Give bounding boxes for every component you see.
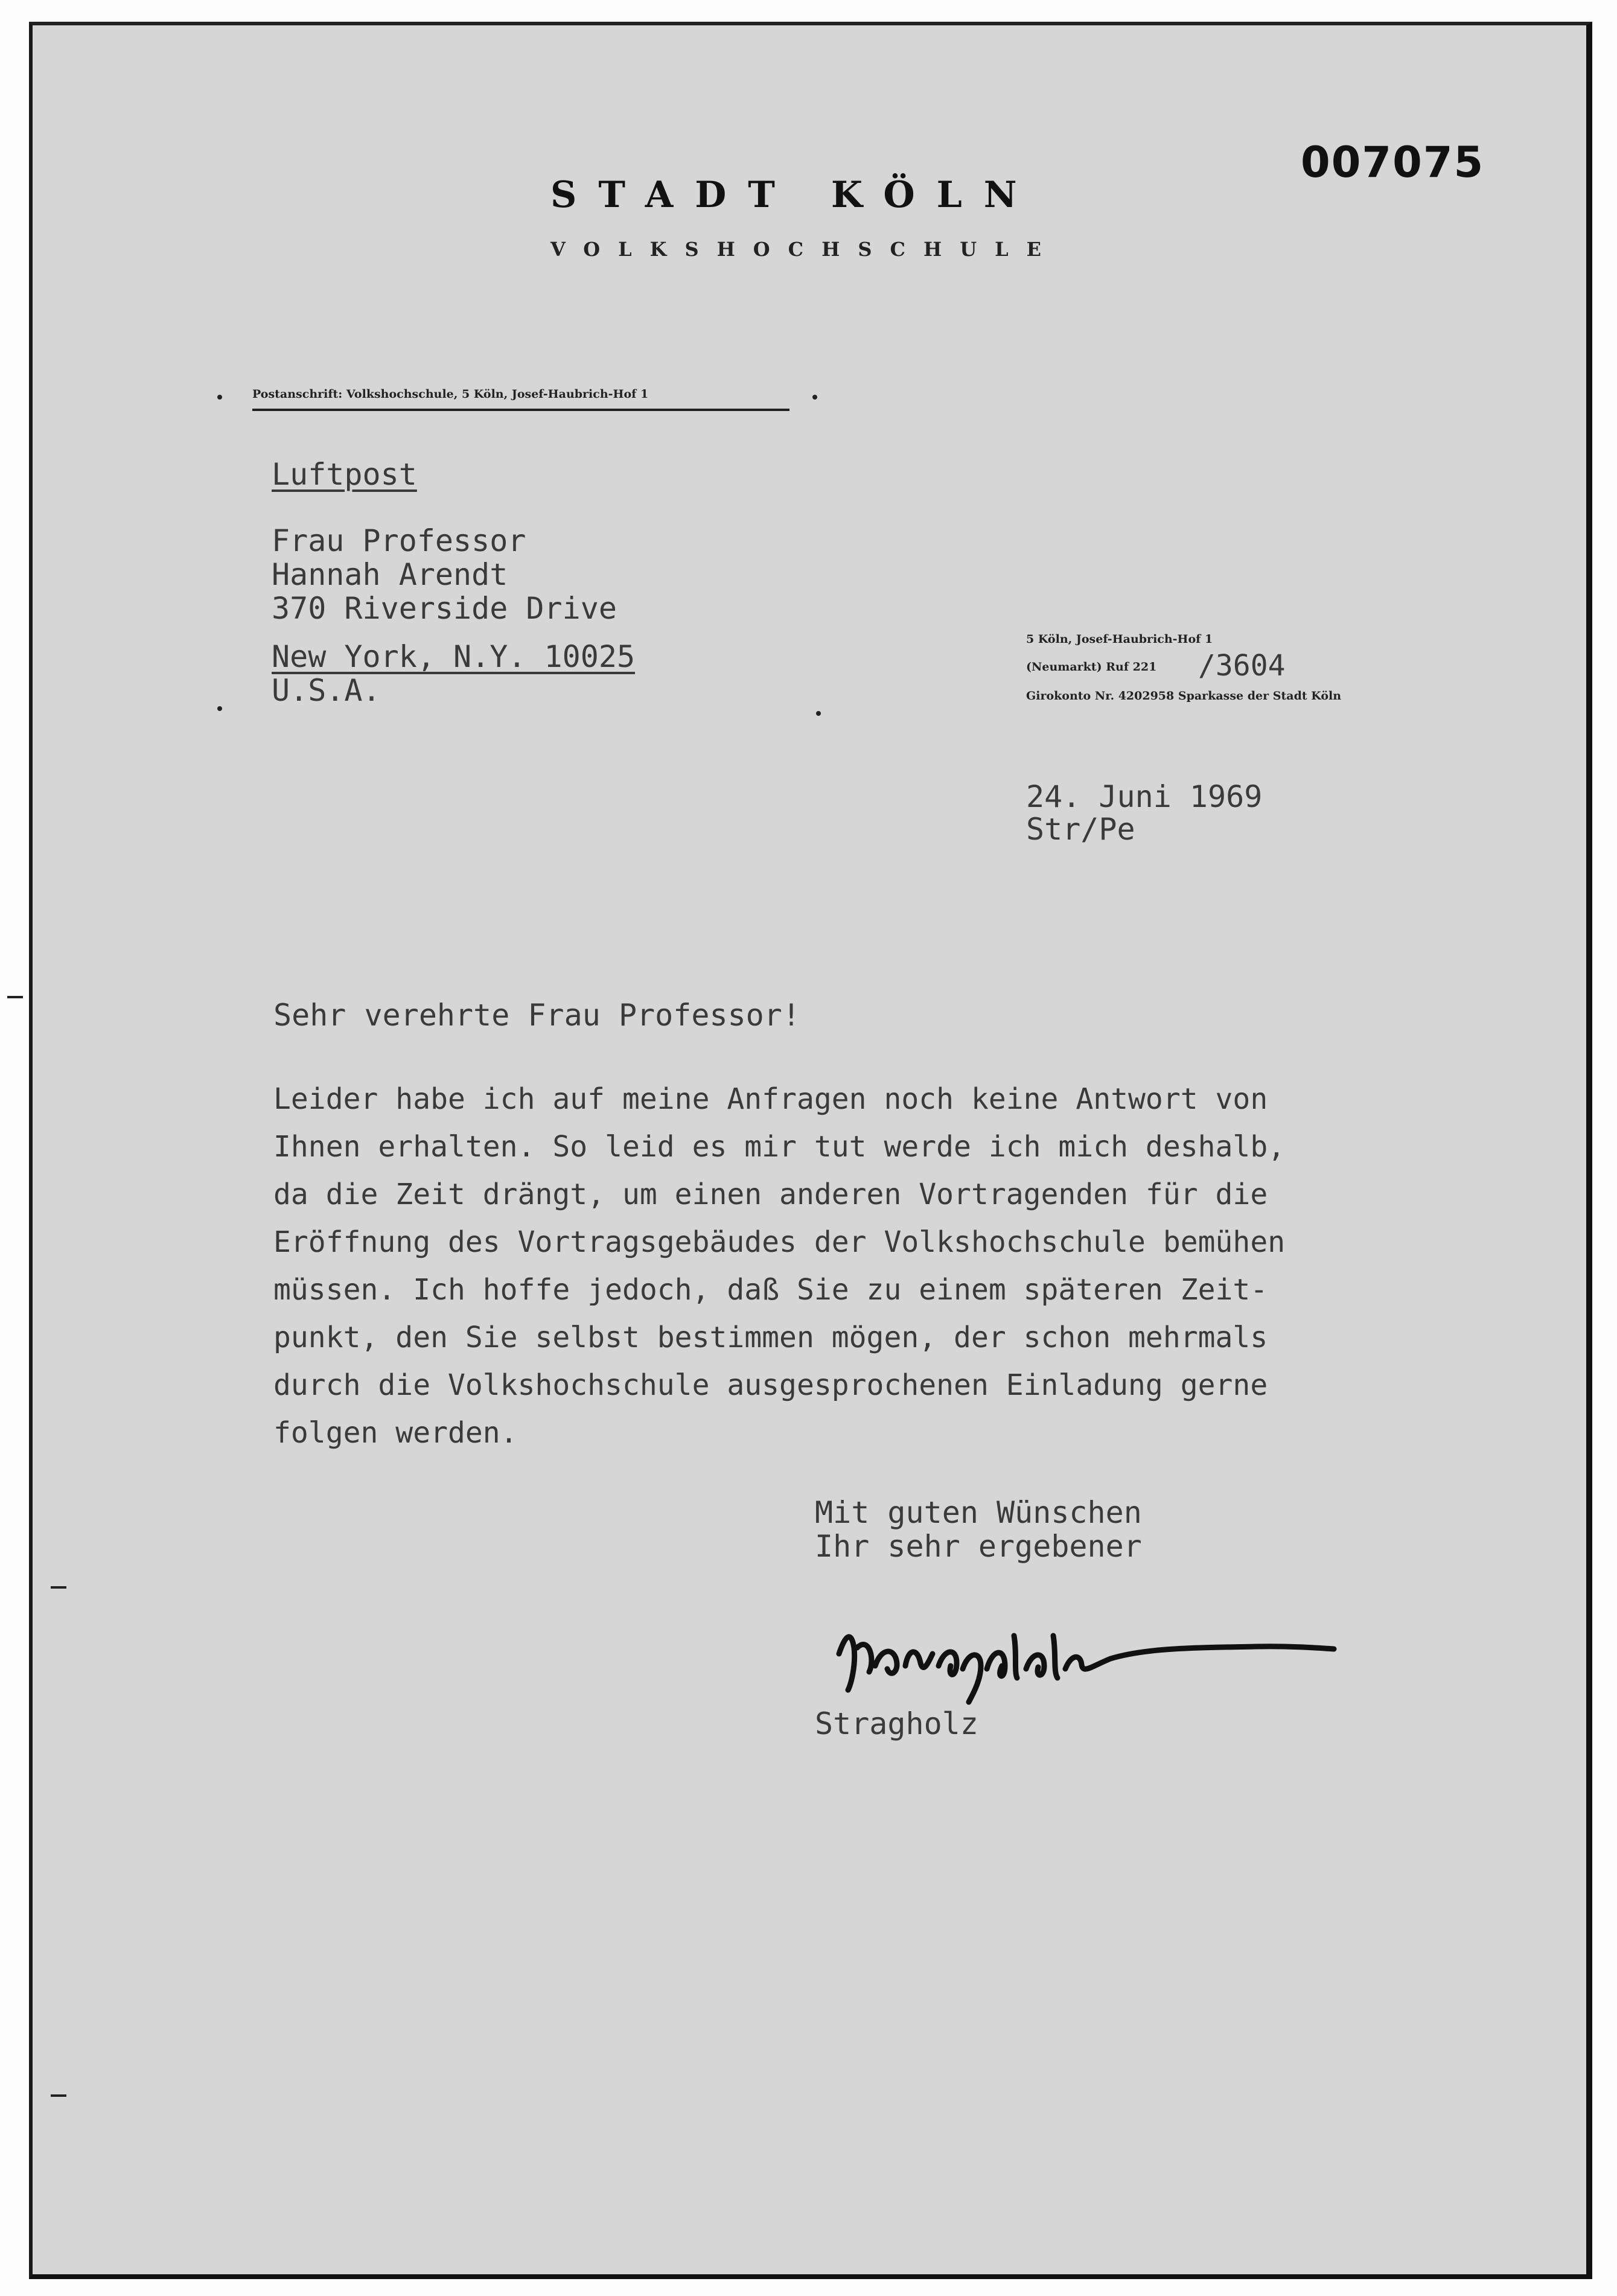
document-number: 007075 [1301,138,1485,187]
margin-tick [51,2094,66,2097]
letterhead-subtitle: VOLKSHOCHSCHULE [550,238,1059,261]
margin-tick [51,1586,66,1589]
body-line: Leider habe ich auf meine Anfragen noch keine Antwort von [273,1082,1268,1116]
closing-line-2: Ihr sehr ergebener [815,1529,1142,1564]
margin-tick [7,996,23,998]
salutation: Sehr verehrte Frau Professor! [273,998,800,1033]
body-line: folgen werden. [273,1416,518,1450]
mail-type-label: Luftpost [272,457,417,492]
letter-body [273,1076,1285,1457]
fold-mark-dot [812,395,817,400]
postal-address-underline [252,409,789,411]
reference-code: Str/Pe [1026,812,1135,847]
body-line: Eröffnung des Vortragsgebäudes der Volkshochschule bemühen [273,1225,1286,1259]
signer-name: Stragholz [815,1706,978,1741]
window-corner-mark [816,711,821,716]
window-corner-mark [217,706,222,711]
sender-phone-label: (Neumarkt) Ruf 221 [1026,660,1157,674]
body-line: müssen. Ich hoffe jedoch, daß Sie zu einem späteren Zeit- [273,1273,1268,1307]
sender-bank-account: Girokonto Nr. 4202958 Sparkasse der Stadt Köln [1026,689,1342,703]
recipient-line-5: U.S.A. [272,673,381,708]
letterhead-title: STADT KÖLN [550,174,1039,216]
recipient-line-1: Frau Professor [272,523,526,558]
postal-address-line: Postanschrift: Volkshochschule, 5 Köln, Josef-Haubrich-Hof 1 [252,387,649,401]
letter-date: 24. Juni 1969 [1026,779,1263,814]
fold-mark-dot [217,395,222,400]
closing-line-1: Mit guten Wünschen [815,1495,1142,1530]
body-line: Ihnen erhalten. So leid es mir tut werde ich mich deshalb, [273,1130,1286,1164]
recipient-line-3: 370 Riverside Drive [272,591,617,626]
handwritten-signature [833,1612,1340,1708]
body-line: da die Zeit drängt, um einen anderen Vortragenden für die [273,1178,1268,1211]
sender-phone-extension: /3604 [1198,649,1286,683]
body-line: durch die Volkshochschule ausgesprochenen Einladung gerne [273,1368,1268,1402]
recipient-line-4: New York, N.Y. 10025 [272,639,636,674]
body-line: punkt, den Sie selbst bestimmen mögen, der schon mehrmals [273,1321,1268,1354]
sender-address: 5 Köln, Josef-Haubrich-Hof 1 [1026,633,1213,646]
recipient-line-2: Hannah Arendt [272,557,508,592]
